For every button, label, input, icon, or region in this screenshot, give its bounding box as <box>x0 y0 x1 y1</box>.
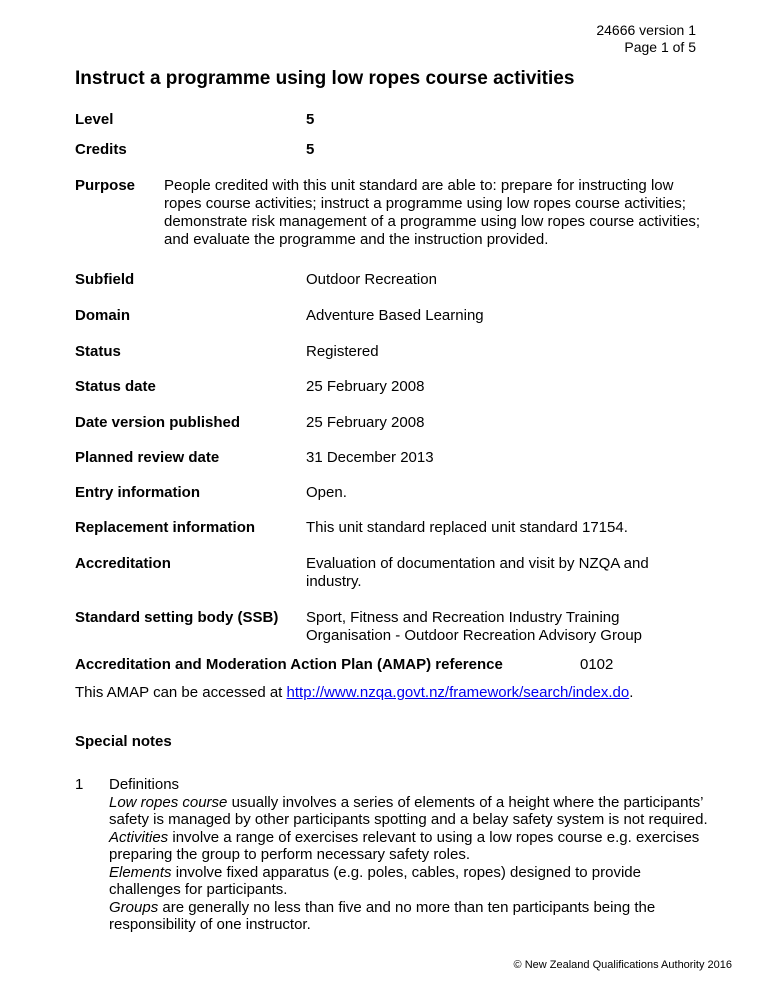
amap-link[interactable]: http://www.nzqa.govt.nz/framework/search/index.do <box>286 684 630 701</box>
copyright-footer: © New Zealand Qualifications Authority 2016 <box>513 959 732 971</box>
domain-label: Domain <box>75 307 131 324</box>
status-value: Registered <box>306 343 379 360</box>
replacement-info-label: Replacement information <box>75 519 256 536</box>
amap-code: 0102 <box>580 656 614 673</box>
status-date-value: 25 February 2008 <box>306 378 425 395</box>
definition-text: involve a range of exercises relevant to using a low ropes course e.g. exercises preparing the group to perform necessary safety roles. <box>109 828 700 863</box>
credits-label: Credits <box>75 141 127 158</box>
definitions-title: Definitions <box>109 776 180 793</box>
date-published-value: 25 February 2008 <box>306 414 425 431</box>
subfield-value: Outdoor Recreation <box>306 271 437 288</box>
credits-value: 5 <box>306 141 315 158</box>
definition-term: Activities <box>109 828 169 846</box>
entry-info-value: Open. <box>306 484 347 501</box>
definition-item <box>109 794 709 829</box>
review-date-value: 31 December 2013 <box>306 449 434 466</box>
definition-item <box>109 899 709 934</box>
level-value: 5 <box>306 111 315 128</box>
definition-term: Groups <box>109 898 159 916</box>
entry-info-label: Entry information <box>75 484 201 501</box>
definitions-block <box>109 776 709 934</box>
ssb-value: Sport, Fitness and Recreation Industry Training Organisation - Outdoor Recreation Advisory Group <box>306 609 642 644</box>
header <box>596 22 696 56</box>
definition-text: are generally no less than five and no more than ten participants being the responsibility of one instructor. <box>109 898 656 933</box>
page-number: Page 1 of 5 <box>624 39 696 55</box>
definition-item <box>109 864 709 899</box>
date-published-label: Date version published <box>75 414 241 431</box>
replacement-info-value: This unit standard replaced unit standard 17154. <box>306 519 628 536</box>
accreditation-label: Accreditation <box>75 555 171 572</box>
document-version: 24666 version 1 <box>596 22 696 38</box>
purpose-label: Purpose <box>75 177 136 194</box>
amap-sentence <box>75 684 633 701</box>
status-label: Status <box>75 343 121 360</box>
special-notes-heading: Special notes <box>75 733 172 750</box>
definition-text: usually involves a series of elements of a height where the participants’ safety is managed by other participants spotting and a belay safety system is not required. <box>109 793 708 828</box>
ssb-label: Standard setting body (SSB) <box>75 609 279 626</box>
definition-item <box>109 829 709 864</box>
definition-term: Low ropes course <box>109 793 228 811</box>
level-label: Level <box>75 111 114 128</box>
definition-text: involve fixed apparatus (e.g. poles, cables, ropes) designed to provide challenges for participants. <box>109 863 641 898</box>
status-date-label: Status date <box>75 378 156 395</box>
subfield-label: Subfield <box>75 271 135 288</box>
domain-value: Adventure Based Learning <box>306 307 484 324</box>
page-title: Instruct a programme using low ropes course activities <box>75 68 575 89</box>
purpose-text: People credited with this unit standard are able to: prepare for instructing low ropes course activities; instruct a programme using low ropes course activities; demonstrate risk management of a programme using low ropes course activities; and evaluate the programme and the instruction provided. <box>164 177 701 248</box>
review-date-label: Planned review date <box>75 449 220 466</box>
accreditation-value: Evaluation of documentation and visit by NZQA and industry. <box>306 555 649 590</box>
definition-term: Elements <box>109 863 172 881</box>
amap-text-after: . <box>629 684 634 701</box>
note-number: 1 <box>75 776 84 793</box>
amap-label: Accreditation and Moderation Action Plan (AMAP) reference <box>75 656 503 673</box>
amap-text-before: This AMAP can be accessed at <box>75 684 287 701</box>
